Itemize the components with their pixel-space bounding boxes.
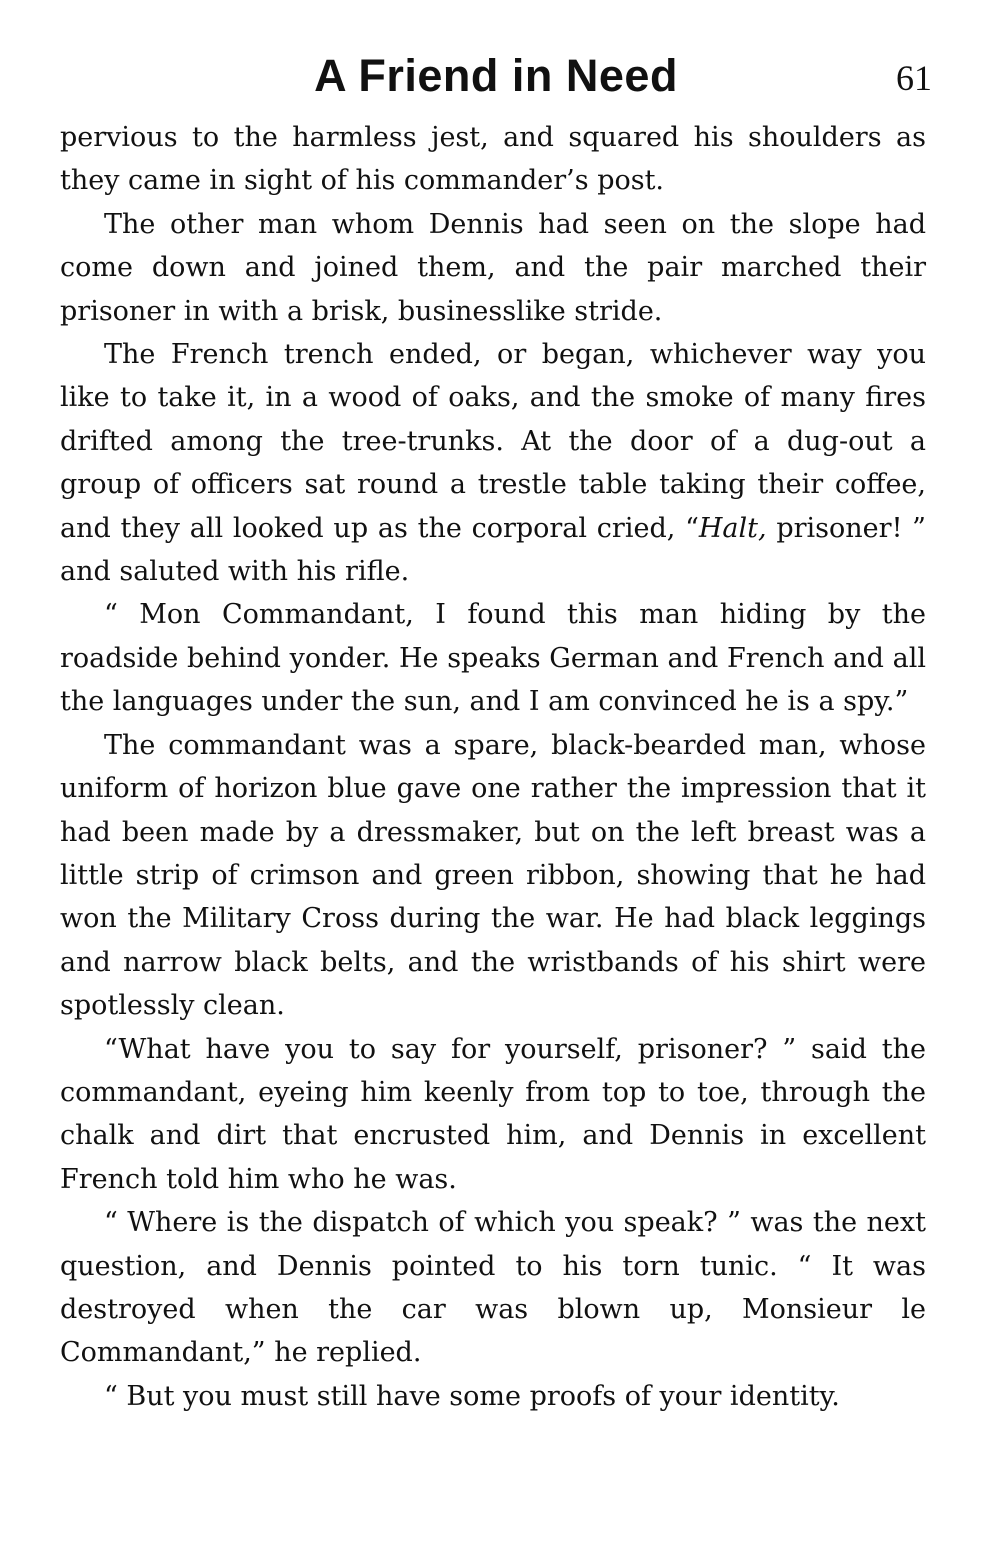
paragraph-text: “ But you must still have some proofs of your identity.: [104, 1380, 840, 1412]
paragraph: [60, 1375, 926, 1418]
paragraph: [60, 333, 926, 593]
paragraph-text: “What have you to say for yourself, prisoner? ” said the commandant, eyeing him keenly from top to toe, through the chalk and dirt that encrusted him, and Dennis in excellent French told him who he was.: [60, 1033, 926, 1195]
paragraph: [60, 203, 926, 333]
paragraph-text: “ Where is the dispatch of which you speak? ” was the next question, and Dennis pointed to his torn tunic. “ It was destroyed when the car was blown up, Monsieur le Commandant,” he replied.: [60, 1207, 926, 1369]
paragraph-text: The French trench ended, or began, whichever way you like to take it, in a wood of oaks, and the smoke of many fires drifted among the tree-trunks. At the door of a dug-out a group of officers sat round a trestle table taking their coffee, and they all looked up as the corporal cried, “: [60, 339, 926, 544]
paragraph: [60, 1201, 926, 1375]
paragraph: [60, 593, 926, 723]
running-head: [60, 48, 932, 108]
body-text: [60, 116, 926, 1418]
paragraph-text: “ Mon Commandant, I found this man hiding by the roadside behind yonder. He speaks German and French and all the languages under the sun, and I am convinced he is a spy.”: [60, 599, 926, 718]
paragraph: [60, 724, 926, 1028]
chapter-title: A Friend in Need: [314, 50, 678, 101]
paragraph-text: pervious to the harmless jest, and squared his shoulders as they came in sight of his commander’s post.: [60, 122, 926, 197]
paragraph-text: The commandant was a spare, black-bearded man, whose uniform of horizon blue gave one rather the impression that it had been made by a dressmaker, but on the left breast was a little strip of crimson and green ribbon, showing that he had won the Military Cross during the war. He had black leggings and narrow black belts, and the wristbands of his shirt were spotlessly clean.: [60, 729, 926, 1022]
paragraph: [60, 116, 926, 203]
paragraph-text: prisoner! ” and saluted with his rifle.: [60, 512, 926, 588]
paragraph-text: The other man whom Dennis had seen on the slope had come down and joined them, and the pair marched their prisoner in with a brisk, businesslike stride.: [60, 208, 926, 327]
paragraph: [60, 1028, 926, 1202]
italic-text: Halt,: [698, 512, 767, 544]
page-number: 61: [896, 58, 932, 98]
